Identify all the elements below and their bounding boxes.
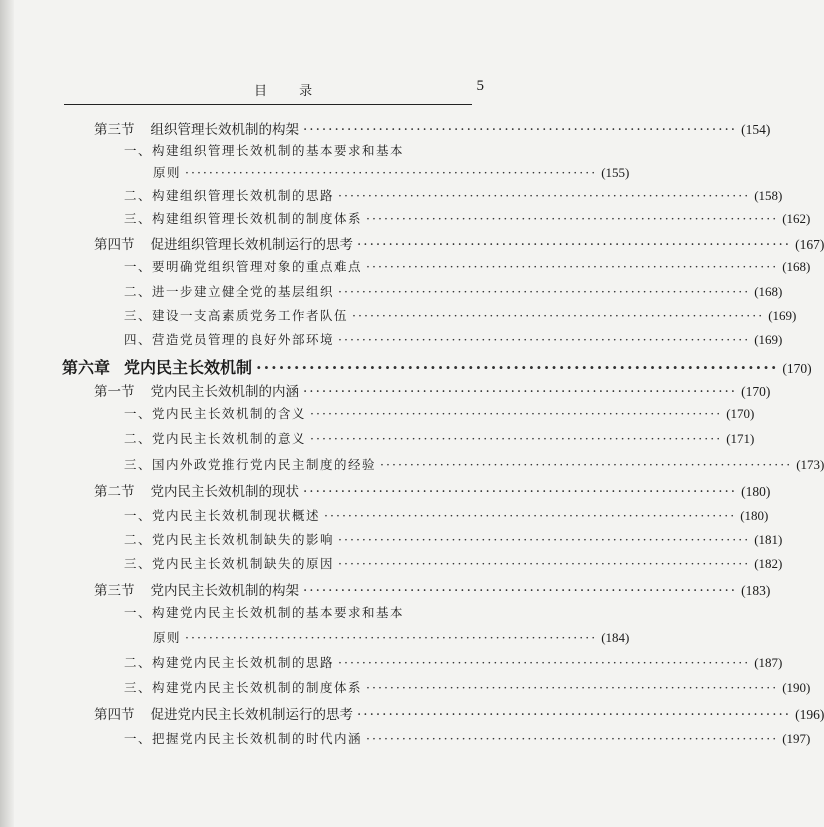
entry-number: 三、 xyxy=(124,680,153,695)
entry-number: 一、 xyxy=(124,143,153,158)
entry-title: 党内民主长效机制的构架 xyxy=(150,583,299,599)
entry-number: 第一节 xyxy=(94,384,135,400)
leader-dots: ····································································· xyxy=(303,583,738,599)
entry-number: 第六章 xyxy=(62,358,111,377)
toc-entry-section xyxy=(94,380,771,406)
toc-entry-section xyxy=(94,579,771,605)
toc-entry-item xyxy=(124,678,811,704)
entry-title: 党内民主长效机制 xyxy=(124,358,253,377)
entry-page: (187) xyxy=(754,655,783,670)
entry-number: 四、 xyxy=(124,332,153,347)
entry-title: 党内民主长效机制的含义 xyxy=(152,406,307,421)
leader-dots: ····································································· xyxy=(310,406,723,421)
toc-entry-item xyxy=(124,653,783,679)
entry-page: (169) xyxy=(754,332,783,347)
entry-number: 第四节 xyxy=(94,707,135,723)
entry-title: 构建党内民主长效机制的制度体系 xyxy=(152,680,363,695)
leader-dots: ····································································· xyxy=(338,532,751,547)
entry-title: 营造党员管理的良好外部环境 xyxy=(152,332,335,347)
entry-page: (167) xyxy=(795,237,824,252)
leader-dots: ····································································· xyxy=(338,284,751,299)
toc-entry-item xyxy=(124,603,466,629)
entry-page: (180) xyxy=(741,484,771,499)
toc-entry-item xyxy=(124,530,783,556)
toc-entry-item xyxy=(124,330,783,356)
entry-number: 一、 xyxy=(124,731,153,746)
entry-title: 党内民主长效机制缺失的影响 xyxy=(152,532,335,547)
entry-title: 构建组织管理长效机制的思路 xyxy=(152,188,335,203)
entry-page: (170) xyxy=(726,406,755,421)
entry-number: 第三节 xyxy=(94,122,135,138)
leader-dots: ····································································· xyxy=(324,508,737,523)
entry-title: 要明确党组织管理对象的重点难点 xyxy=(152,259,363,274)
entry-page: (170) xyxy=(782,361,812,376)
page-number: 5 xyxy=(476,78,484,94)
toc-entry-continuation xyxy=(153,628,630,654)
entry-page: (169) xyxy=(768,308,797,323)
leader-dots: ····································································· xyxy=(380,457,793,472)
entry-title: 建设一支高素质党务工作者队伍 xyxy=(152,308,349,323)
entry-title: 构建党内民主长效机制的思路 xyxy=(152,655,335,670)
entry-number: 第四节 xyxy=(94,237,135,253)
entry-title: 把握党内民主长效机制的时代内涵 xyxy=(152,731,363,746)
leader-dots: ····································································· xyxy=(303,484,738,500)
entry-title: 党内民主长效机制的意义 xyxy=(152,431,307,446)
leader-dots: ····································································· xyxy=(352,308,765,323)
entry-page: (180) xyxy=(740,508,769,523)
entry-page: (183) xyxy=(741,583,771,598)
entry-page: (158) xyxy=(754,188,783,203)
entry-number: 一、 xyxy=(124,508,153,523)
leader-dots: ····································································· xyxy=(338,655,751,670)
toc-entry-item xyxy=(124,306,797,332)
leader-dots: ····································································· xyxy=(303,384,738,400)
entry-page: (173) xyxy=(796,457,824,472)
toc-entry-chapter xyxy=(62,355,812,381)
toc-entry-item xyxy=(124,429,755,455)
toc-entry-item xyxy=(124,455,824,481)
leader-dots: ····································································· xyxy=(185,630,598,645)
page-edge-shadow xyxy=(0,0,14,827)
leader-dots: ····································································· xyxy=(357,237,792,253)
toc-entry-item xyxy=(124,729,811,755)
toc-entry-section xyxy=(94,233,824,259)
entry-title: 进一步建立健全党的基层组织 xyxy=(152,284,335,299)
entry-page: (155) xyxy=(601,165,630,180)
leader-dots: ····································································· xyxy=(357,707,792,723)
entry-page: (182) xyxy=(754,556,783,571)
entry-number: 三、 xyxy=(124,556,153,571)
header-title: 目 录 xyxy=(254,84,327,99)
running-header xyxy=(64,80,484,102)
toc-entry-section xyxy=(94,703,824,729)
entry-title: 党内民主长效机制的内涵 xyxy=(150,384,299,400)
toc-entry-item xyxy=(124,282,783,308)
toc-entry-item xyxy=(124,209,811,235)
leader-dots: ····································································· xyxy=(303,122,738,138)
entry-number: 二、 xyxy=(124,532,153,547)
entry-number: 第二节 xyxy=(94,484,135,500)
entry-title: 构建组织管理长效机制的基本要求和基本 xyxy=(152,143,405,158)
entry-page: (184) xyxy=(601,630,630,645)
entry-page: (197) xyxy=(782,731,811,746)
leader-dots: ····································································· xyxy=(338,556,751,571)
toc-entry-item xyxy=(124,257,811,283)
entry-page: (168) xyxy=(754,284,783,299)
entry-number: 二、 xyxy=(124,431,153,446)
leader-dots: ····································································· xyxy=(310,431,723,446)
leader-dots: ····································································· xyxy=(185,165,598,180)
entry-number: 三、 xyxy=(124,457,153,472)
entry-number: 三、 xyxy=(124,211,153,226)
toc-entry-item xyxy=(124,506,769,532)
entry-page: (154) xyxy=(741,122,771,137)
toc-entry-section xyxy=(94,480,771,506)
toc-entry-item xyxy=(124,404,755,430)
entry-title: 党内民主长效机制现状概述 xyxy=(152,508,321,523)
leader-dots: ····································································· xyxy=(256,358,779,377)
entry-title: 促进党内民主长效机制运行的思考 xyxy=(150,707,353,723)
leader-dots: ····································································· xyxy=(338,332,751,347)
entry-number: 第三节 xyxy=(94,583,135,599)
entry-number: 二、 xyxy=(124,655,153,670)
entry-title: 国内外政党推行党内民主制度的经验 xyxy=(152,457,377,472)
entry-title: 原则 xyxy=(153,630,182,645)
entry-page: (170) xyxy=(741,384,771,399)
entry-title: 组织管理长效机制的构架 xyxy=(150,122,299,138)
entry-page: (190) xyxy=(782,680,811,695)
entry-title: 促进组织管理长效机制运行的思考 xyxy=(150,237,353,253)
leader-dots: ····································································· xyxy=(366,211,779,226)
entry-title: 构建党内民主长效机制的基本要求和基本 xyxy=(152,605,405,620)
entry-number: 一、 xyxy=(124,259,153,274)
entry-page: (196) xyxy=(795,707,824,722)
entry-page: (171) xyxy=(726,431,755,446)
entry-title: 党内民主长效机制的现状 xyxy=(150,484,299,500)
entry-title: 原则 xyxy=(153,165,182,180)
entry-number: 一、 xyxy=(124,605,153,620)
entry-number: 二、 xyxy=(124,188,153,203)
entry-number: 二、 xyxy=(124,284,153,299)
entry-title: 构建组织管理长效机制的制度体系 xyxy=(152,211,363,226)
entry-title: 党内民主长效机制缺失的原因 xyxy=(152,556,335,571)
header-rule xyxy=(64,104,472,105)
leader-dots: ····································································· xyxy=(366,731,779,746)
entry-page: (181) xyxy=(754,532,783,547)
leader-dots: ····································································· xyxy=(338,188,751,203)
leader-dots: ····································································· xyxy=(366,680,779,695)
entry-number: 一、 xyxy=(124,406,153,421)
entry-page: (168) xyxy=(782,259,811,274)
entry-page: (162) xyxy=(782,211,811,226)
entry-number: 三、 xyxy=(124,308,153,323)
toc-entry-item xyxy=(124,554,783,580)
leader-dots: ····································································· xyxy=(366,259,779,274)
